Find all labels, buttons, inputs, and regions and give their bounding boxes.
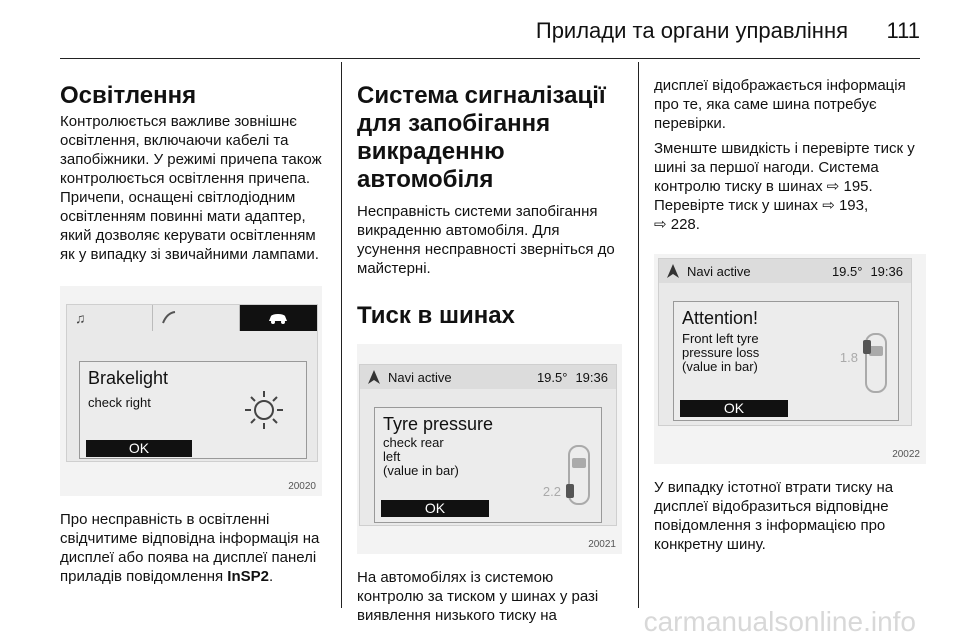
figure-number: 20021 — [588, 539, 616, 550]
status-temperature: 19.5° — [536, 369, 568, 385]
status-time: 19:36 — [870, 263, 903, 279]
column-1 — [60, 62, 322, 586]
pressure-value: 2.2 — [542, 484, 561, 499]
message-box — [79, 361, 307, 459]
lamp-icon — [242, 388, 286, 437]
music-note-icon: ♫ — [67, 305, 153, 331]
message-line: Front left tyre — [682, 331, 759, 346]
message-line: (value in bar) — [682, 359, 758, 374]
message-title: Attention! — [682, 308, 759, 328]
page-title: Прилади та органи управління — [535, 18, 848, 43]
display-screen — [658, 258, 912, 426]
car-top-view-icon — [565, 444, 593, 506]
paragraph-end: . — [268, 568, 274, 585]
paragraph: На автомобілях із системою контролю за тиском у шинах у разі виявлення низького тиску на — [357, 569, 599, 624]
status-temperature: 19.5° — [831, 263, 863, 279]
figure-number: 20022 — [892, 449, 920, 460]
message-box — [374, 407, 602, 523]
navigation-arrow-icon — [368, 370, 380, 384]
display-statusbar — [360, 365, 616, 389]
figure-brakelight — [60, 286, 322, 496]
paragraph-text: Про несправність в освітленні свідчитиме відповідна інформація на дисплеї або поява на дисплеї панелі приладів повідомлення — [60, 511, 320, 585]
paragraph — [60, 510, 322, 586]
section-heading-antitheft: Система сигналізації для запобігання викраденню автомобіля — [357, 82, 606, 193]
display-screen — [359, 364, 617, 526]
status-time: 19:36 — [575, 369, 608, 385]
display-screen — [66, 304, 318, 462]
message-line: pressure loss — [682, 345, 760, 360]
message-box — [673, 301, 899, 421]
arrow-reference-icon: ⇨ — [822, 197, 835, 214]
figure-tyre-pressure — [357, 344, 622, 554]
paragraph: Несправність системи запобігання викраденню автомобіля. Для усунення несправності зверніться до майстерні. — [357, 203, 615, 277]
message-line: (value in bar) — [383, 463, 459, 478]
arrow-reference-icon: ⇨ — [826, 178, 840, 195]
message-subtitle: check right — [88, 395, 151, 410]
pressure-value: 1.8 — [839, 350, 858, 365]
page-reference[interactable]: 193 — [838, 197, 864, 214]
ok-button: OK — [86, 440, 192, 457]
paragraph-text: Зменште швидкість і перевірте тиск у шині за першої нагоди. Система контролю тиску в шинах — [654, 140, 915, 195]
paragraph: У випадку істотної втрати тиску на дисплеї відобразиться відповідне повідомлення з інформацією про конкретну шину. — [654, 479, 894, 553]
column-divider — [638, 62, 639, 608]
page-header — [0, 0, 960, 58]
display-tabbar — [67, 305, 317, 331]
paragraph: дисплеї відображається інформація про те, яка саме шина потребує перевірки. — [654, 77, 906, 132]
watermark: carmanualsonline.info — [643, 606, 916, 637]
navigation-arrow-icon — [667, 264, 679, 278]
message-line: check rear — [383, 435, 444, 450]
column-3 — [654, 62, 926, 554]
arrow-reference-icon: ⇨ — [654, 216, 667, 233]
ok-button: OK — [680, 400, 788, 417]
section-heading-lighting: Освітлення — [60, 82, 197, 109]
figure-number: 20020 — [288, 481, 316, 492]
paragraph: Зменште швидкість і перевірте тиск у шині за першої нагоди. Система контролю тиску в шинах ⇨ 195. Перевірте тиск у шинах ⇨ 193, ⇨ 228. — [654, 140, 915, 233]
message-line: left — [383, 449, 401, 464]
column-2 — [357, 62, 622, 625]
column-divider — [341, 62, 342, 608]
display-code: InSP2 — [227, 568, 269, 585]
status-navi: Navi active — [687, 263, 751, 279]
figure-tyre-attention — [654, 254, 926, 464]
status-navi: Navi active — [388, 369, 452, 385]
paragraph: Контролюється важливе зовнішнє освітлення, включаючи кабелі та запобіжники. У режимі причепа також контролюється освітлення причепа. Причепи, оснащені світлодіодним освітленням повинні мати адаптер, який дозволяє керувати освітленням як у випадку зі звичайними лампами. — [60, 113, 322, 263]
display-statusbar — [659, 259, 911, 283]
page-number: 111 — [886, 18, 920, 43]
ok-button: OK — [381, 500, 489, 517]
car-icon — [240, 305, 317, 331]
paragraph-text: Перевірте тиск у шинах — [654, 197, 819, 214]
car-top-view-icon — [862, 332, 890, 394]
message-title: Brakelight — [88, 368, 169, 388]
message-title: Tyre pressure — [383, 414, 494, 434]
page-reference[interactable]: 228 — [670, 216, 696, 233]
page-reference[interactable]: 195 — [843, 178, 869, 195]
header-divider — [60, 58, 920, 59]
section-heading-tyre-pressure: Тиск в шинах — [357, 302, 515, 329]
phone-icon — [153, 305, 239, 331]
